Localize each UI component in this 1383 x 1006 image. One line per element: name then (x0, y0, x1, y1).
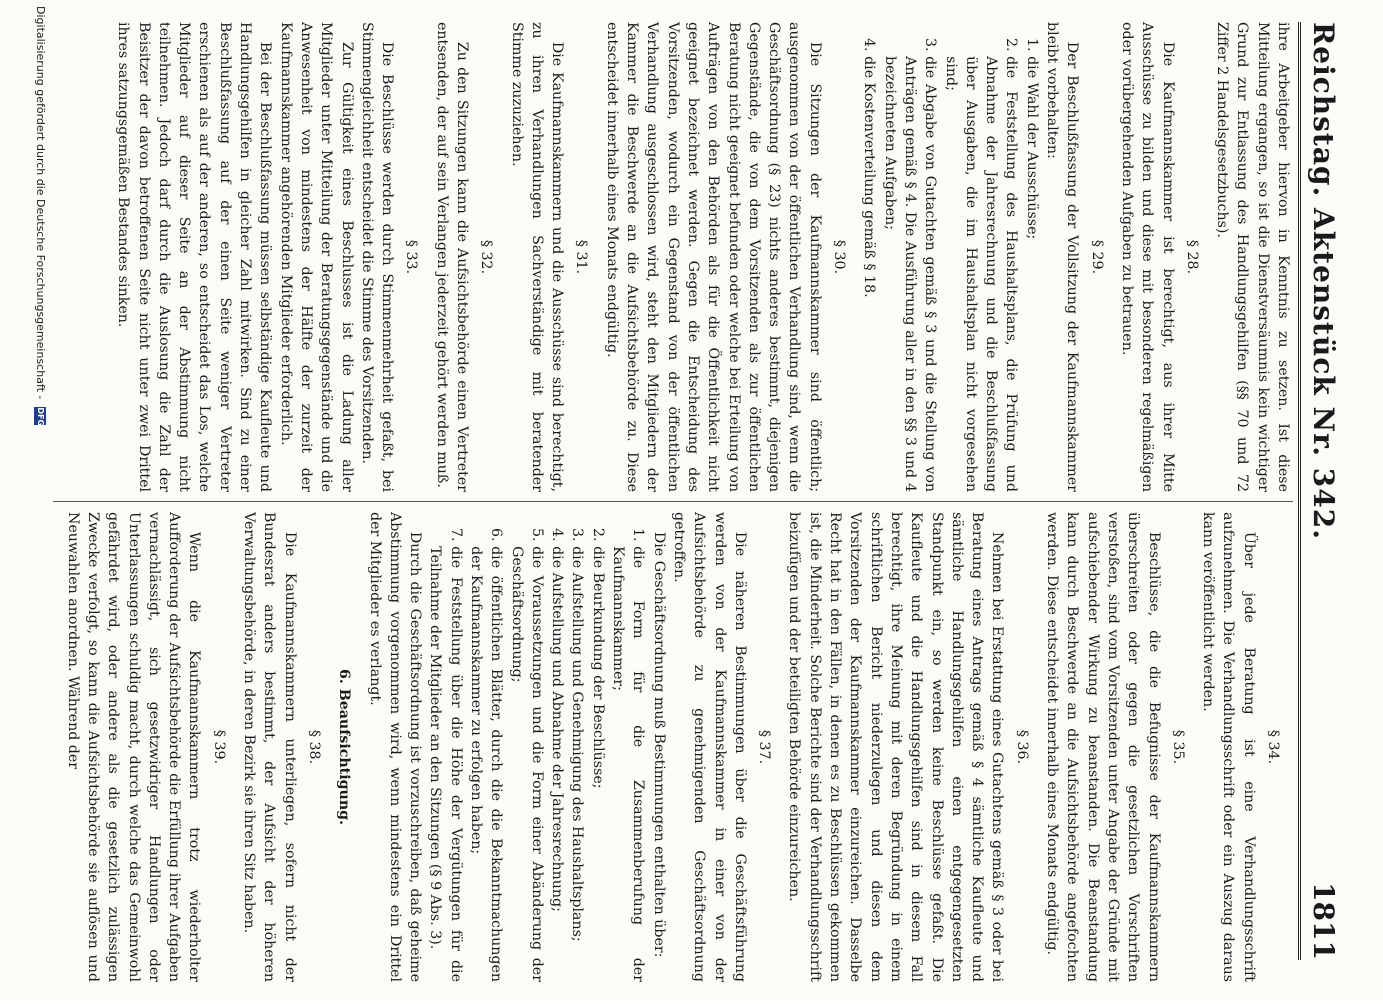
list-item: 2. die Beurkundung der Beschlüsse; (588, 546, 608, 982)
section-number: § 28. (1183, 239, 1200, 275)
paragraph: Die Kaufmannskammern unterliegen, sofern nicht der Bundesrat anders bestimmt, der Aufsicht der höheren Verwaltungsbehörde, in deren Bezirk sie ihren Sitz haben. (241, 512, 298, 982)
paragraph: Die näheren Bestimmungen über die Geschäftsführung werden von der Kaufmannskammer in einer von der Aufsichtsbehörde zu genehmigenden Geschäftsordnung getroffen. (670, 512, 748, 982)
paragraph: Der Beschlußfassung der Vollsitzung der Kaufmannskammer bleibt vorbehalten: (1044, 22, 1081, 492)
paragraph: Nehmen bei Erstattung eines Gutachtens gemäß § 3 oder bei Beratung eines Antrags gemäß § 4 sämtliche Kaufleute und sämtliche Handlungsgehilfen einen entgegengesetzten Standpunkt ein, so werden keine Beschlüsse gefaßt. Die Kaufleute und die Handlungsgehilfen sind in diesem Fall berechtigt, ihre Meinung mit deren Begründung in einem schriftlichen Bericht niederzulegen und diesen dem Vorsitzenden der Kaufmannskammer einzureichen. Dasselbe Recht hat in den Fällen, in denen es zu Beschlüssen gekommen ist, die Minderheit. Solche Berichte sind der Verhandlungsschrift beizufügen und der beteiligten Behörde einzureichen. (786, 512, 1006, 983)
page-header (1298, 22, 1353, 960)
paragraph: Beschlüsse, die die Befugnisse der Kaufmannskammern überschreiten oder gegen die gesetzlichen Vorschriften verstoßen, sind vom Vorsitzenden unter Angabe der Gründe mit aufschiebender Wirkung zu beanstanden. Die Beanstandung kann durch Beschwerde an die Aufsichtsbehörde angefochten werden. Diese entscheidet innerhalb eines Monats endgültig. (1044, 512, 1162, 982)
left-column (113, 22, 1293, 492)
paragraph: ihre Arbeitgeber hiervon in Kenntnis zu setzen. Ist diese Mitteilung ergangen, so ist die Dienstversäumnis kein wichtiger Grund zur Entlassung des Handlungsgehilfen (§§ 70 und 72 Ziffer 2 Handelsgesetzbuchs). (1214, 22, 1291, 492)
list-item: 6. die öffentlichen Blätter, durch die die Bekanntmachungen der Kaufmannskammer zu erfolgen haben; (466, 546, 507, 982)
numbered-list (425, 512, 648, 982)
dfg-logo-icon: DFG (36, 407, 46, 427)
paragraph: Zur Gültigkeit eines Beschlusses ist die Ladung aller Mitglieder unter Mitteilung der Beratungsgegenstände und die Anwesenheit von mindestens der Hälfte der zurzeit der Kaufmannskammer angehörenden Mitglieder erforderlich. (277, 22, 355, 492)
section-number: § 38. (305, 729, 322, 765)
paragraph: Die Kaufmannskammer ist berechtigt, aus ihrer Mitte Ausschüsse zu bilden und diese mit besonderen regelmäßigen oder vorübergehenden Aufgaben zu betrauen. (1118, 22, 1176, 492)
paragraph: Die Beschlüsse werden durch Stimmenmehrheit gefaßt, bei Stimmengleichheit entscheidet die Stimme des Vorsitzenden. (358, 22, 396, 492)
list-item: 1. die Form für die Zusammenberufung der Kaufmannskammer; (608, 546, 649, 982)
section-heading: 6. Beaufsichtigung. (336, 668, 353, 826)
section-number: § 39. (210, 729, 227, 765)
list-item: 4. die Kostenverteilung gemäß § 18. (859, 56, 879, 492)
paragraph: Durch die Geschäftsordnung ist vorzuschreiben, daß geheime Abstimmung vorgenommen wird, wenn mindestens ein Drittel der Mitglieder es verlangt. (366, 512, 424, 982)
paragraph: Wenn die Kaufmannskammern trotz wiederholter Aufforderung der Aufsichtsbehörde die Erfüllung ihrer Aufgaben vernachlässigt, sich gesetzwidriger Handlungen oder Unterlassungen schuldig macht, durch welche das Gemeinwohl gefährdet wird, oder andere als die gesetzlich zulässigen Zwecke verfolgt, so kann die Aufsichtsbehörde sie auflösen und Neuwahlen anordnen. Während der (64, 512, 203, 982)
paragraph: Die Geschäftsordnung muß Bestimmungen enthalten über: (650, 531, 667, 958)
digitization-credit (34, 0, 47, 1006)
page-title: Reichstag. Aktenstück Nr. 342. (1307, 22, 1340, 540)
list-item: 5. die Voraussetzungen und die Form einer Abänderung der Geschäftsordnung; (506, 546, 547, 982)
list-item: 1. die Wahl der Ausschüsse; (1021, 56, 1041, 492)
list-item: 3. die Abgabe von Gutachten gemäß § 3 und die Stellung von Anträgen gemäß § 4. Die Ausführung aller in den §§ 3 und 4 bezeichneten Aufgaben; (879, 56, 940, 492)
paragraph: Über jede Beratung ist eine Verhandlungsschrift aufzunehmen. Die Verhandlungsschrift oder ein Auszug daraus kann veröffentlicht werden. (1200, 512, 1257, 982)
paragraph: Bei der Beschlußfassung müssen selbständige Kaufleute und Handlungsgehilfen in gleicher Zahl mitwirken. Sind zu einer Beschlußfassung auf der einen Seite weniger Vertreter erschienen als auf der anderen, so entscheidet das Los, welche Mitglieder auf dieser Seite an der Abstimmung nicht teilnehmen. Jedoch darf durch die Auslosung die Zahl der Beisitzer der davon betroffenen Seite nicht unter zwei Drittel ihres satzungsgemäßen Bestandes sinken. (115, 22, 274, 492)
right-column (62, 512, 1293, 982)
paragraph: Die Kaufmannskammern und die Ausschüsse sind berechtigt, zu ihren Verhandlungen Sachverständige mit beratender Stimme zuzuziehen. (508, 22, 566, 492)
paragraph: Die Sitzungen der Kaufmannskammer sind öffentlich; ausgenommen von der öffentlichen Verhandlung sind, wenn die Geschäftsordnung (§ 23) nichts anderes bestimmt, diejenigen Gegenstände, die von dem Vorsitzenden als zur öffentlichen Beratung nicht geeignet befunden oder welche bei Erteilung von Aufträgen von den Behörden als für die Öffentlichkeit nicht geeignet bezeichnet werden. Gegen die Entscheidung des Vorsitzenden, wodurch ein Gegenstand von der öffentlichen Verhandlung ausgeschlossen wird, steht den Mitgliedern der Kammer die Beschwerde an die Aufsichtsbehörde zu. Diese entscheidet innerhalb eines Monats endgültig. (603, 22, 823, 492)
list-item: 2. die Feststellung des Haushaltsplans, die Prüfung und Abnahme der Jahresrechnung und die Beschlußfassung über Ausgaben, die im Haushaltsplan nicht vorgesehen sind; (940, 56, 1021, 492)
numbered-list (859, 22, 1042, 492)
section-number: § 34. (1265, 729, 1281, 765)
section-number: § 33. (403, 239, 420, 275)
section-number: § 30. (831, 239, 848, 275)
section-number: § 36. (1013, 729, 1030, 765)
list-item: 7. die Feststellung über die Höhe der Vergütungen für die Teilnahme der Mitglieder an den Sitzungen (§ 9 Abs. 3). (425, 546, 466, 982)
paragraph: Zu den Sitzungen kann die Aufsichtsbehörde einen Vertreter entsenden, der auf sein Verlangen jederzeit gehört werden muß. (433, 22, 471, 492)
list-item: 3. die Aufstellung und Genehmigung des Haushaltsplans; (567, 546, 587, 982)
page-number: 1811 (1307, 882, 1340, 960)
column-divider (53, 501, 1293, 502)
credit-text: Digitalisierung gefördert durch die Deutsche Forschungsgemeinschaft - (34, 6, 47, 400)
section-number: § 35. (1169, 729, 1186, 765)
section-number: § 37. (756, 729, 773, 765)
list-item: 4. die Aufstellung und Abnahme der Jahresrechnung; (547, 546, 567, 982)
section-number: § 31. (573, 239, 590, 275)
section-number: § 29. (1088, 239, 1105, 275)
section-number: § 32. (478, 239, 495, 275)
